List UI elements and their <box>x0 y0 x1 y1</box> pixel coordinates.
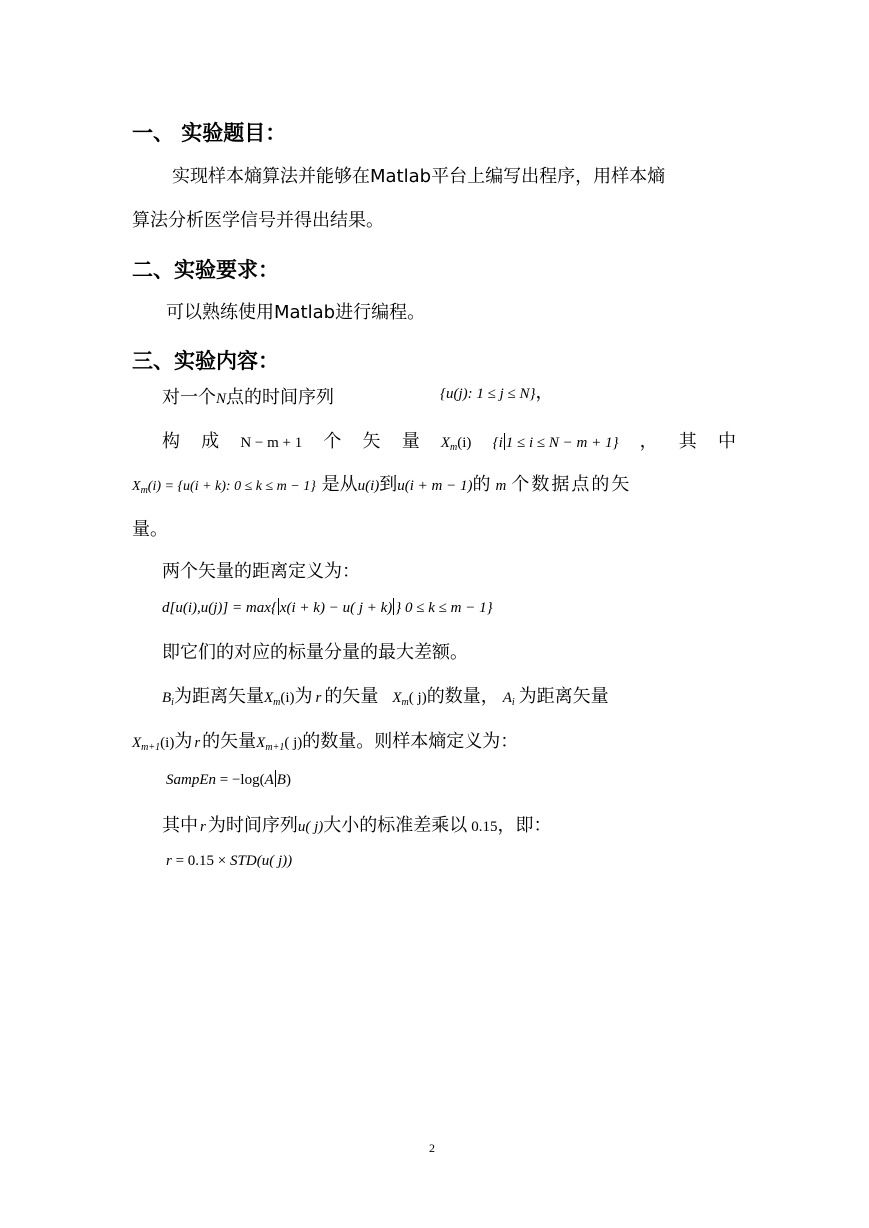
section-heading-2: 二、实验要求： <box>132 258 279 282</box>
section-heading-1: 一、 实验题目： <box>132 121 287 145</box>
sampen-formula: SampEn = −log(A B) <box>166 772 291 788</box>
math-index-set: {i 1 ≤ i ≤ N − m + 1} <box>492 435 619 451</box>
sequence-definition: {u(j): 1 ≤ j ≤ N}， <box>440 382 554 403</box>
content-line-2: 构 成 N − m + 1 个 矢 量 $X_m(i)$ {i 1 ≤ i ≤ N − m + 1} ， 其 中 <box>162 431 736 453</box>
content-line-1: 对一个N点的时间序列 <box>162 387 335 408</box>
math-xm-i: $X_m(i)$ <box>440 435 472 453</box>
section-1-line-1: 实现样本熵算法并能够在Matlab平台上编写出程序，用样本熵 <box>172 166 666 187</box>
content-line-3: $X_m(i) = \{u(i + k)$: 0 ≤ k ≤ m − 1} 是从u(i)到u(i + m − 1)的 m 个数据点的矢 <box>132 474 632 496</box>
section-1-line-2: 算法分析医学信号并得出结果。 <box>132 210 384 231</box>
content-line-7: 即它们的对应的标量分量的最大差额。 <box>162 642 468 663</box>
page-number: 2 <box>429 1141 435 1155</box>
math-n-minus-m: N − m + 1 <box>240 435 303 451</box>
math-xm-definition: $X_m(i) = \{u(i + k)$: 0 ≤ k ≤ m − 1} <box>132 479 316 496</box>
r-definition: r = 0.15 × STD(u( j)) <box>166 853 293 869</box>
section-2-line-1: 可以熟练使用Matlab进行编程。 <box>166 302 426 323</box>
content-line-5: 两个矢量的距离定义为： <box>162 561 360 582</box>
content-line-9: $X_{m+1}(i)$为 r 的矢量$X_{m+1}$( j)的数量。则样本熵定义为： <box>132 731 519 753</box>
section-heading-3: 三、实验内容： <box>132 349 279 373</box>
content-line-8: $B_i$为距离矢量$X_m(i)$为 r 的矢量 $X_m$( j)的数量， $A_i$ 为距离矢量 <box>162 686 609 708</box>
content-line-11: 其中 r 为时间序列u( j)大小的标准差乘以 0.15，即： <box>162 815 552 836</box>
distance-formula: d[u(i),u(j)] = max{ x(i + k) − u( j + k) } 0 ≤ k ≤ m − 1} <box>162 600 493 616</box>
math-N: N <box>216 391 227 407</box>
content-line-4: 量。 <box>132 519 168 540</box>
